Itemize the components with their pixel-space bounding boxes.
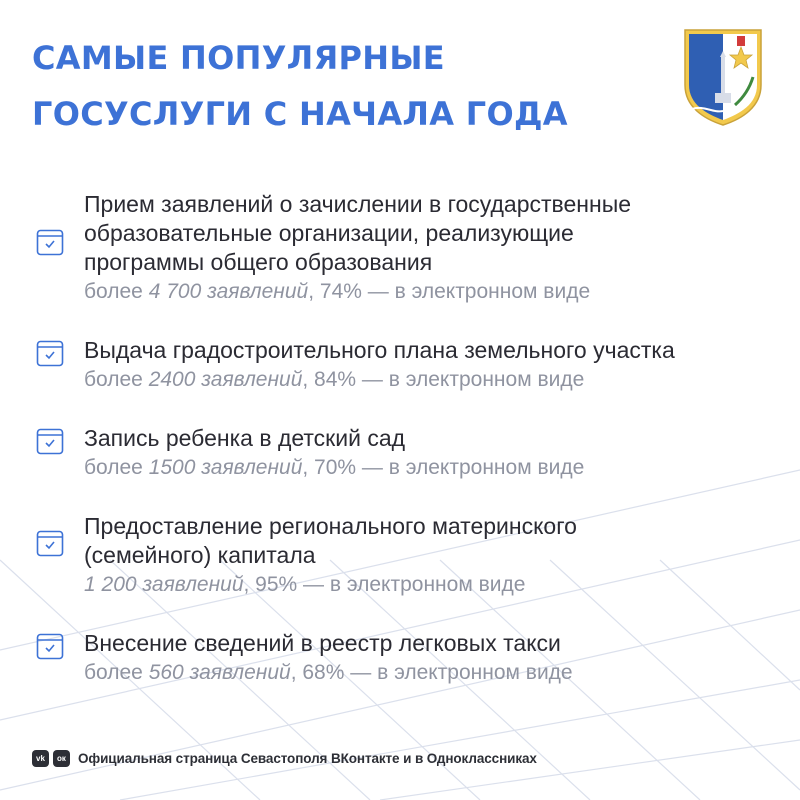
stat-count: 1 200 заявлений xyxy=(84,573,244,596)
service-title xyxy=(84,424,790,453)
vk-icon[interactable]: vk xyxy=(32,750,49,767)
service-item xyxy=(30,190,790,306)
service-stat xyxy=(84,658,790,687)
service-item xyxy=(30,512,790,599)
stat-count: 560 заявлений xyxy=(148,661,291,684)
service-stat xyxy=(84,570,790,599)
page-title xyxy=(32,30,632,142)
service-title-line: программы общего образования xyxy=(84,249,433,275)
stat-suffix: , 74% — в электронном виде xyxy=(308,280,591,303)
checked-document-icon xyxy=(36,529,64,557)
service-item xyxy=(30,629,790,687)
stat-count: 4 700 заявлений xyxy=(148,280,309,303)
stat-prefix: более xyxy=(84,280,149,303)
footer xyxy=(32,750,537,767)
service-item xyxy=(30,336,790,394)
service-title-line: (семейного) капитала xyxy=(84,542,316,568)
service-title-line: Запись ребенка в детский сад xyxy=(84,425,406,451)
stat-count: 2400 заявлений xyxy=(148,368,303,391)
service-item xyxy=(30,424,790,482)
service-title-line: Прием заявлений о зачислении в государственные xyxy=(84,191,632,217)
service-title xyxy=(84,629,790,658)
title-line-2: ГОСУСЛУГИ С НАЧАЛА ГОДА xyxy=(32,95,568,133)
sevastopol-coat-of-arms-icon xyxy=(680,27,766,127)
services-list xyxy=(30,190,790,687)
stat-suffix: , 95% — в электронном виде xyxy=(243,573,526,596)
checked-document-icon xyxy=(36,427,64,455)
stat-prefix: более xyxy=(84,661,149,684)
service-title-line: образовательные организации, реализующие xyxy=(84,220,574,246)
service-title xyxy=(84,190,790,277)
service-title-line: Выдача градостроительного плана земельного участка xyxy=(84,337,675,363)
stat-count: 1500 заявлений xyxy=(148,456,303,479)
service-stat xyxy=(84,365,790,394)
service-stat xyxy=(84,277,790,306)
service-title xyxy=(84,336,790,365)
service-title-line: Внесение сведений в реестр легковых такси xyxy=(84,630,561,656)
checked-document-icon xyxy=(36,339,64,367)
stat-prefix: более xyxy=(84,456,149,479)
service-title xyxy=(84,512,790,570)
stat-prefix: более xyxy=(84,368,149,391)
checked-document-icon xyxy=(36,632,64,660)
stat-suffix: , 70% — в электронном виде xyxy=(302,456,585,479)
odnoklassniki-icon[interactable]: ок xyxy=(53,750,70,767)
stat-suffix: , 84% — в электронном виде xyxy=(302,368,585,391)
title-line-1: САМЫЕ ПОПУЛЯРНЫЕ xyxy=(32,39,445,77)
stat-suffix: , 68% — в электронном виде xyxy=(290,661,573,684)
checked-document-icon xyxy=(36,228,64,256)
service-title-line: Предоставление регионального материнского xyxy=(84,513,577,539)
service-stat xyxy=(84,453,790,482)
footer-text: Официальная страница Севастополя ВКонтакте и в Одноклассниках xyxy=(78,751,537,766)
